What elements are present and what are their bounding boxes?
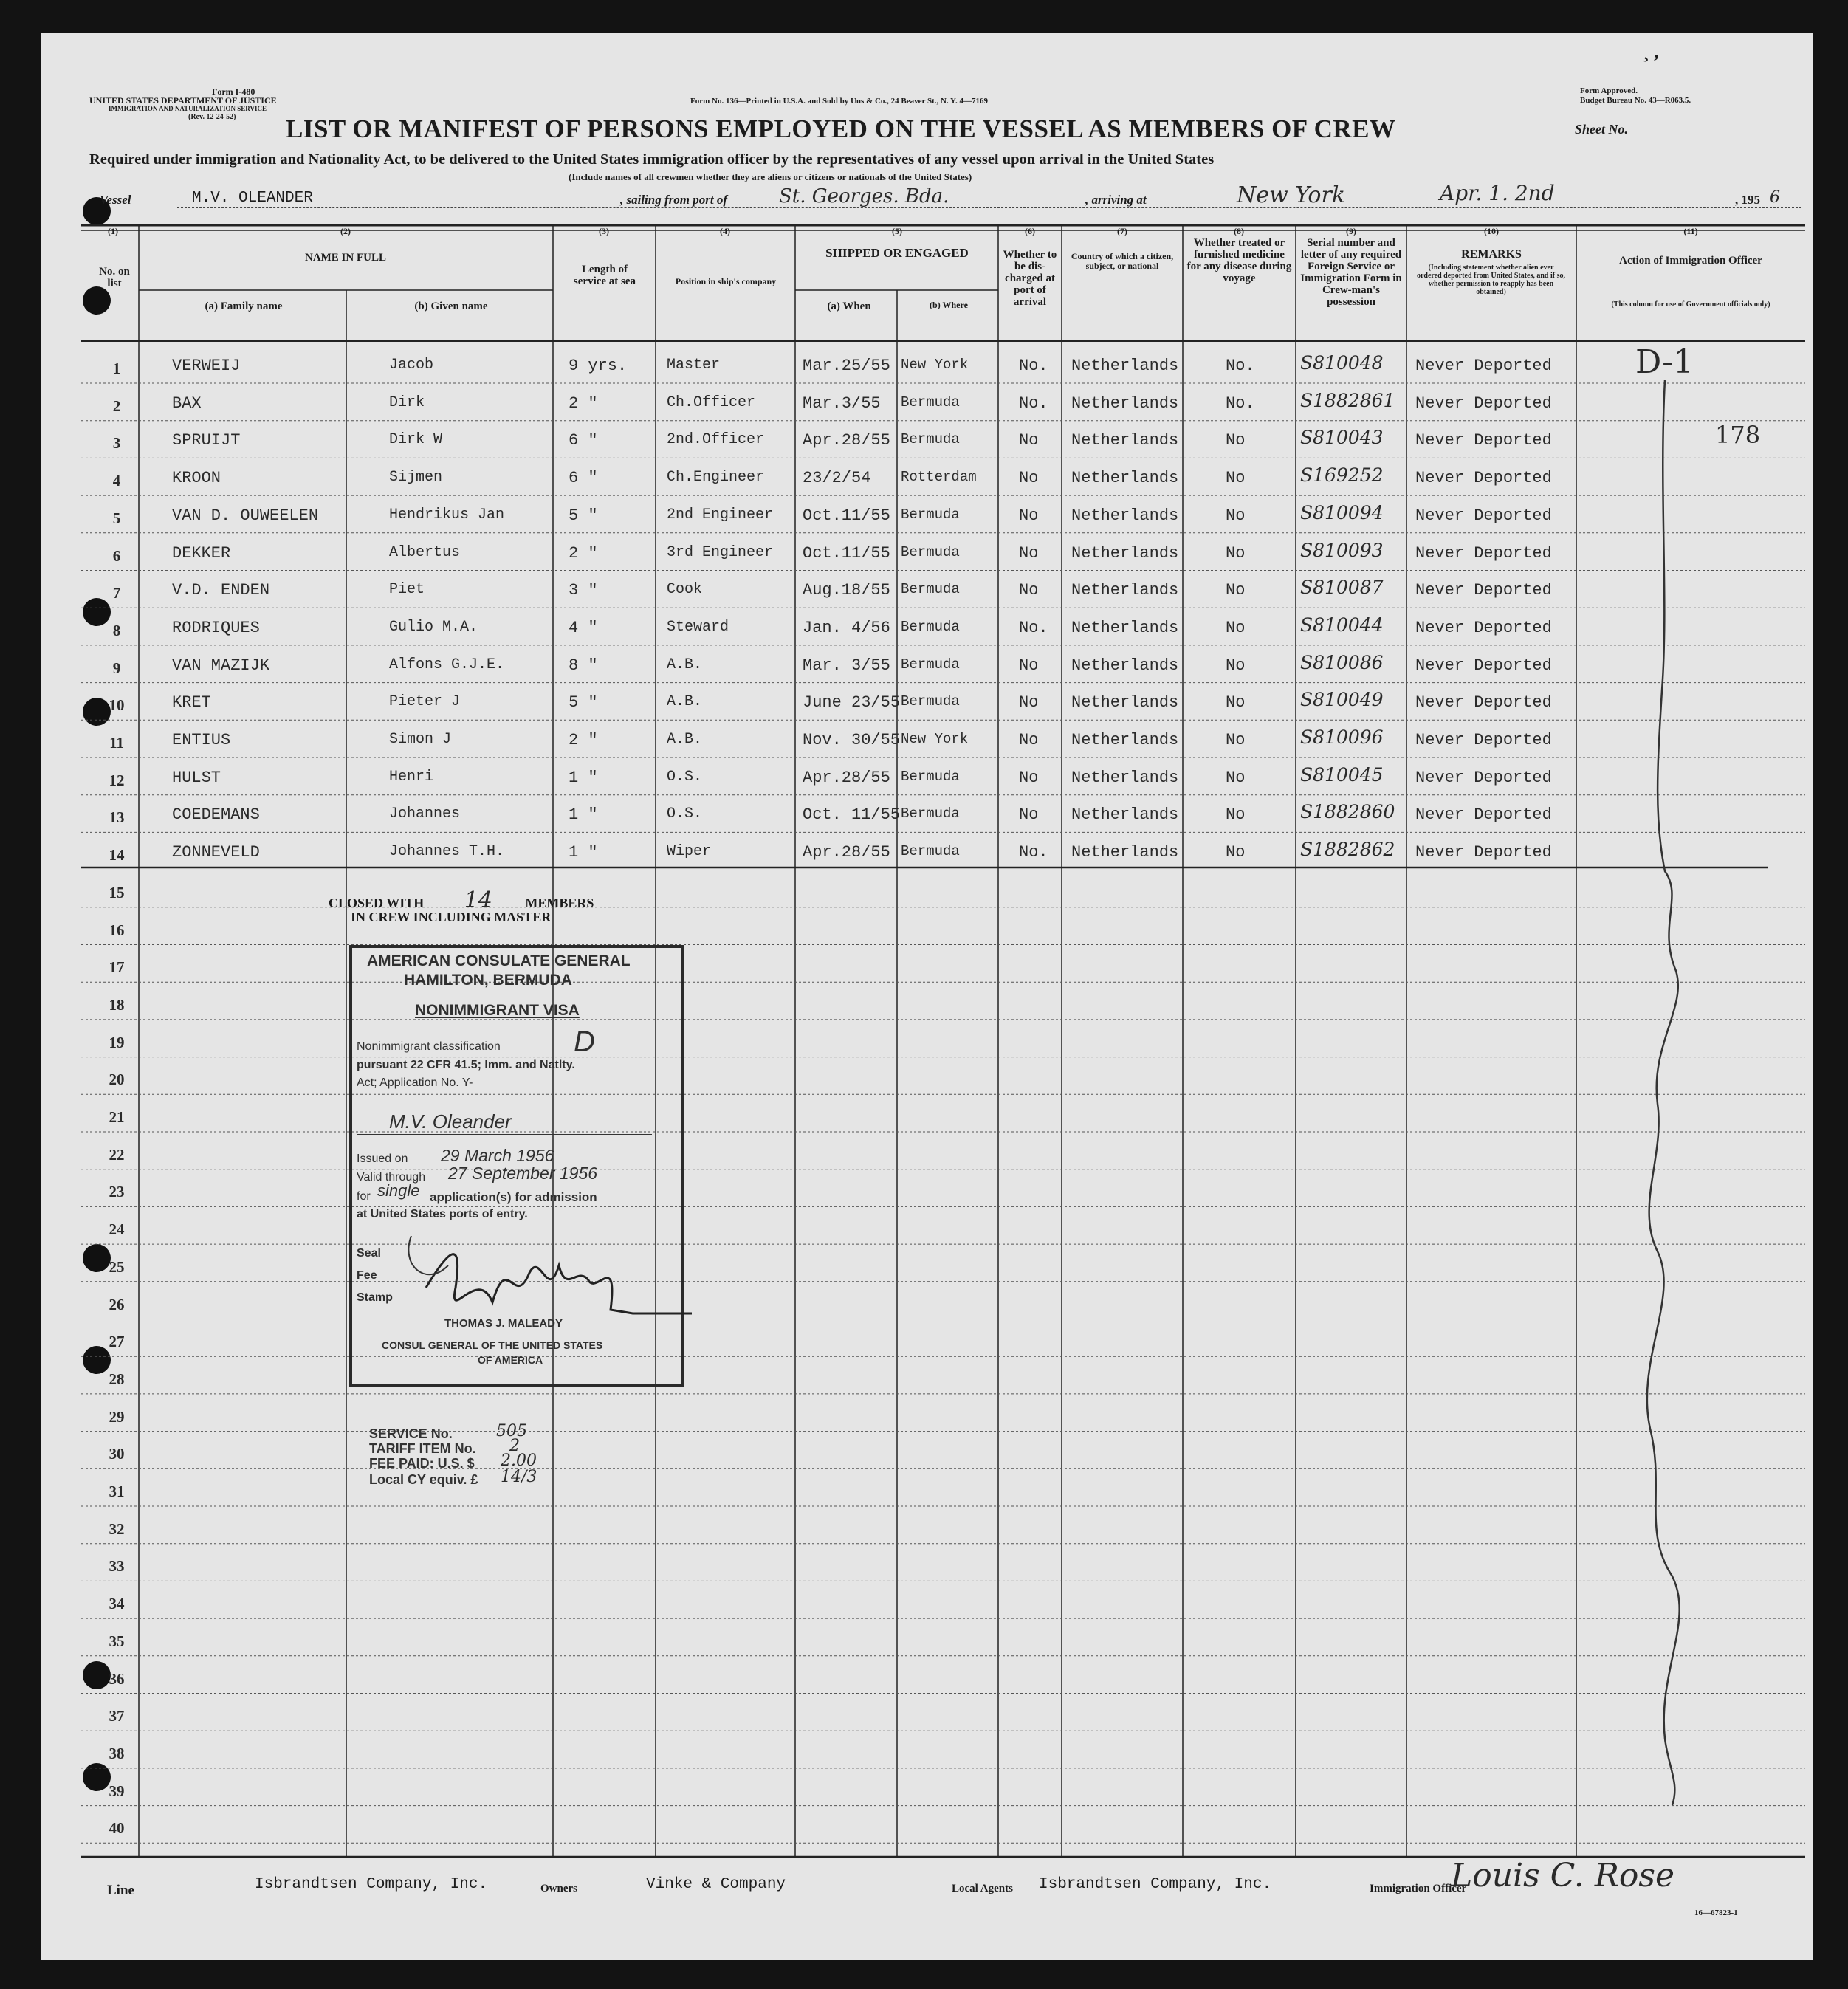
approval-line-2: Budget Bureau No. 43—R063.5. <box>1580 96 1691 105</box>
given-name-cell: Pieter J <box>389 693 461 711</box>
given-name-cell: Alfons G.J.E. <box>389 656 505 673</box>
medicine-cell: No <box>1226 618 1246 637</box>
position-cell: Master <box>667 357 721 374</box>
row-number: 22 <box>109 1145 125 1164</box>
shipped-when-cell: June 23/55 <box>803 693 901 712</box>
remarks-cell: Never Deported <box>1415 656 1552 675</box>
serial-cell: S810049 <box>1300 689 1384 711</box>
col7-num: (7) <box>1117 226 1127 236</box>
medicine-cell: No <box>1226 431 1246 450</box>
row-number: 36 <box>109 1669 125 1688</box>
closing-count: 14 <box>464 887 492 913</box>
given-name-cell: Dirk <box>389 394 425 411</box>
service-cell: 3 " <box>569 581 598 600</box>
vessel-name: M.V. OLEANDER <box>192 190 313 207</box>
given-name-cell: Hendrikus Jan <box>389 506 505 523</box>
serial-cell: S1882861 <box>1300 389 1395 411</box>
discharge-cell: No. <box>1019 618 1048 637</box>
serial-cell: S169252 <box>1300 464 1384 487</box>
officer-action-mark: D-1 <box>1635 343 1694 381</box>
shipped-where-cell: Bermuda <box>901 394 960 410</box>
remarks-cell: Never Deported <box>1415 843 1552 862</box>
stamp-vessel-hand: M.V. Oleander <box>389 1110 512 1133</box>
service-cell: 2 " <box>569 731 598 749</box>
row-number: 19 <box>109 1033 125 1051</box>
country-cell: Netherlands <box>1071 768 1179 787</box>
service-cell: 1 " <box>569 768 598 787</box>
family-name-cell: RODRIQUES <box>172 618 260 637</box>
service-cell: 5 " <box>569 693 598 712</box>
shipped-when-cell: Oct.11/55 <box>803 543 890 563</box>
discharge-cell: No <box>1019 506 1039 525</box>
form-subnote: (Include names of all crewmen whether they are aliens or citizens or nationals of the United States) <box>569 171 972 182</box>
shipped-where-cell: Rotterdam <box>901 469 977 486</box>
service-value: 505 <box>496 1422 527 1440</box>
row-number: 5 <box>112 509 121 527</box>
row-number: 21 <box>109 1108 125 1126</box>
footer-owners-label: Owners <box>540 1883 577 1894</box>
row-number: 3 <box>112 434 121 453</box>
remarks-cell: Never Deported <box>1415 581 1552 600</box>
family-name-cell: BAX <box>172 394 202 413</box>
col5-header: SHIPPED OR ENGAGED <box>825 246 969 260</box>
stamp-valid-label: Valid through <box>357 1171 426 1184</box>
given-name-cell: Henri <box>389 768 434 786</box>
row-number: 14 <box>109 846 125 865</box>
country-cell: Netherlands <box>1071 805 1179 825</box>
given-name-cell: Piet <box>389 581 425 599</box>
row-number: 28 <box>109 1370 125 1388</box>
col10-header: REMARKS <box>1461 248 1522 261</box>
position-cell: O.S. <box>667 805 703 823</box>
medicine-cell: No <box>1226 805 1246 825</box>
family-name-cell: KRET <box>172 693 211 712</box>
given-name-cell: Johannes <box>389 805 461 823</box>
position-cell: 3rd Engineer <box>667 543 774 561</box>
sheet-label: Sheet No. <box>1575 122 1628 137</box>
stamp-issued-label: Issued on <box>357 1152 408 1165</box>
medicine-cell: No <box>1226 506 1246 525</box>
footer-officer-signature: Louis C. Rose <box>1451 1857 1674 1894</box>
serial-cell: S810045 <box>1300 763 1384 786</box>
row-number: 7 <box>112 584 121 602</box>
medicine-cell: No <box>1226 731 1246 749</box>
footer-agents-value: Isbrandtsen Company, Inc. <box>1039 1876 1272 1893</box>
shipped-when-cell: Apr.28/55 <box>803 431 890 450</box>
row-number: 10 <box>109 696 125 715</box>
footer-officer-label: Immigration Officer <box>1370 1883 1467 1894</box>
country-cell: Netherlands <box>1071 469 1179 488</box>
service-cell: 9 yrs. <box>569 357 628 375</box>
col5a-header: (a) When <box>827 300 871 312</box>
medicine-cell: No <box>1226 656 1246 675</box>
medicine-cell: No. <box>1226 394 1255 413</box>
shipped-where-cell: Bermuda <box>901 581 960 598</box>
shipped-when-cell: 23/2/54 <box>803 469 871 488</box>
shipped-when-cell: Nov. 30/55 <box>803 731 901 749</box>
row-number: 17 <box>109 958 125 977</box>
serial-cell: S1882862 <box>1300 839 1395 861</box>
col3-header: Length of service at sea <box>573 264 636 287</box>
revision-date: (Rev. 12-24-52) <box>188 113 236 121</box>
row-number: 31 <box>109 1483 125 1500</box>
col6-header: Whether to be dis-charged at port of arrival <box>1003 249 1057 308</box>
row-number: 15 <box>109 883 125 901</box>
stamp-application: application(s) for admission <box>430 1190 597 1204</box>
discharge-cell: No <box>1019 581 1039 600</box>
country-cell: Netherlands <box>1071 357 1179 375</box>
family-name-cell: VAN D. OUWEELEN <box>172 506 319 525</box>
row-number: 26 <box>109 1295 125 1313</box>
row-number: 34 <box>109 1595 125 1613</box>
row-number: 29 <box>109 1407 125 1426</box>
family-name-cell: VERWEIJ <box>172 357 241 375</box>
discharge-cell: No. <box>1019 357 1048 375</box>
form-subtitle: Required under immigration and Nationality Act, to be delivered to the United States immigration officer by the representatives of any vessel upon arrival in the United States <box>89 151 1215 168</box>
discharge-cell: No <box>1019 431 1039 450</box>
family-name-cell: HULST <box>172 768 221 787</box>
shipped-where-cell: Bermuda <box>901 656 960 673</box>
arrival-date: Apr. 1. 2nd <box>1440 181 1555 205</box>
col11-subheader: (This column for use of Government officials only) <box>1611 300 1770 309</box>
position-cell: A.B. <box>667 693 703 711</box>
row-number: 39 <box>109 1782 125 1800</box>
stamp-ports: at United States ports of entry. <box>357 1208 528 1220</box>
closing-line-2: IN CREW INCLUDING MASTER <box>351 910 552 924</box>
medicine-cell: No <box>1226 581 1246 600</box>
col1-header: No. on list <box>99 266 130 289</box>
medicine-cell: No <box>1226 469 1246 488</box>
row-number: 2 <box>112 396 121 415</box>
top-right-mark: ¸ , <box>1643 41 1659 62</box>
medicine-cell: No <box>1226 693 1246 712</box>
stamp-officer-title-2: OF AMERICA <box>478 1354 543 1366</box>
country-cell: Netherlands <box>1071 506 1179 525</box>
col11-header: Action of Immigration Officer <box>1619 255 1762 267</box>
service-fee-box <box>369 1422 679 1500</box>
footer-line-label: Line <box>107 1883 134 1898</box>
discharge-cell: No <box>1019 768 1039 787</box>
country-cell: Netherlands <box>1071 431 1179 450</box>
col5-num: (5) <box>892 226 902 236</box>
row-number: 11 <box>109 734 124 752</box>
shipped-when-cell: Aug.18/55 <box>803 581 890 600</box>
stamp-officer-name: THOMAS J. MALEADY <box>444 1317 563 1330</box>
row-number: 25 <box>109 1257 125 1276</box>
footer-owners-value: Vinke & Company <box>646 1876 786 1893</box>
family-name-cell: COEDEMANS <box>172 805 260 825</box>
row-number: 37 <box>109 1707 125 1725</box>
discharge-cell: No <box>1019 656 1039 675</box>
shipped-when-cell: Apr.28/55 <box>803 768 890 787</box>
fee-value: 2.00 <box>501 1452 537 1470</box>
col1-num: (1) <box>108 226 118 236</box>
country-cell: Netherlands <box>1071 693 1179 712</box>
vessel-label: Vessel <box>100 193 131 207</box>
stamp-city: HAMILTON, BERMUDA <box>404 972 572 989</box>
given-name-cell: Sijmen <box>389 469 443 487</box>
shipped-where-cell: New York <box>901 357 969 373</box>
serial-cell: S810087 <box>1300 577 1384 599</box>
printer-note: Form No. 136—Printed in U.S.A. and Sold by Uns & Co., 24 Beaver St., N. Y. 4—7169 <box>690 97 988 106</box>
shipped-where-cell: Bermuda <box>901 843 960 860</box>
shipped-when-cell: Mar.25/55 <box>803 357 890 375</box>
row-number: 13 <box>109 808 125 827</box>
remarks-cell: Never Deported <box>1415 543 1552 563</box>
position-cell: 2nd Engineer <box>667 506 774 523</box>
remarks-cell: Never Deported <box>1415 768 1552 787</box>
position-cell: Wiper <box>667 843 712 861</box>
row-number: 6 <box>112 546 121 565</box>
col11-num: (11) <box>1683 226 1698 236</box>
remarks-cell: Never Deported <box>1415 693 1552 712</box>
row-number: 30 <box>109 1445 125 1463</box>
closing-text-b: MEMBERS <box>525 896 594 910</box>
service-cell: 1 " <box>569 805 598 825</box>
country-cell: Netherlands <box>1071 843 1179 862</box>
discharge-cell: No <box>1019 731 1039 749</box>
col7-header: Country of which a citizen, subject, or national <box>1071 251 1174 271</box>
given-name-cell: Gulio M.A. <box>389 618 478 636</box>
country-cell: Netherlands <box>1071 581 1179 600</box>
row-number: 4 <box>112 472 121 490</box>
medicine-cell: No <box>1226 543 1246 563</box>
row-number: 8 <box>112 621 121 639</box>
family-name-cell: DEKKER <box>172 543 231 563</box>
col9-num: (9) <box>1346 226 1356 236</box>
country-cell: Netherlands <box>1071 731 1179 749</box>
shipped-where-cell: Bermuda <box>901 506 960 523</box>
service-cell: 1 " <box>569 843 598 862</box>
sailing-label: , sailing from port of <box>620 193 727 207</box>
row-number: 24 <box>109 1220 125 1239</box>
stamp-rule <box>357 1134 652 1135</box>
medicine-cell: No. <box>1226 357 1255 375</box>
shipped-when-cell: Oct.11/55 <box>803 506 890 525</box>
family-name-cell: V.D. ENDEN <box>172 581 270 600</box>
row-number: 40 <box>109 1819 125 1838</box>
row-number: 20 <box>109 1071 125 1089</box>
given-name-cell: Jacob <box>389 357 434 374</box>
stamp-class-value: D <box>574 1026 595 1058</box>
service-cell: 4 " <box>569 618 598 637</box>
given-name-cell: Dirk W <box>389 431 443 449</box>
position-cell: 2nd.Officer <box>667 431 765 449</box>
position-cell: A.B. <box>667 731 703 748</box>
stamp-pursuant: pursuant 22 CFR 41.5; Imm. and Natlty. <box>357 1059 575 1071</box>
col9-header: Serial number and letter of any required Foreign Service or Immigration Form in Crew-man's possession <box>1300 237 1402 308</box>
stamp-consulate: AMERICAN CONSULATE GENERAL <box>367 952 631 969</box>
remarks-cell: Never Deported <box>1415 506 1552 525</box>
manifest-sheet <box>41 33 1813 1960</box>
agency-line-2: IMMIGRATION AND NATURALIZATION SERVICE <box>109 105 267 112</box>
agency-line-1: UNITED STATES DEPARTMENT OF JUSTICE <box>89 95 277 106</box>
family-name-cell: ENTIUS <box>172 731 231 749</box>
col4-num: (4) <box>720 226 730 236</box>
family-name-cell: ZONNEVELD <box>172 843 260 862</box>
approval-line-1: Form Approved. <box>1580 86 1638 95</box>
footer-agents-label: Local Agents <box>952 1883 1013 1894</box>
arriving-port: New York <box>1237 182 1345 208</box>
arriving-label: , arriving at <box>1085 193 1147 207</box>
row-number: 18 <box>109 995 125 1014</box>
discharge-cell: No. <box>1019 394 1048 413</box>
col6-num: (6) <box>1025 226 1035 236</box>
manifest-grid <box>41 33 1813 1960</box>
row-number: 9 <box>112 659 121 677</box>
position-cell: Ch.Officer <box>667 394 756 411</box>
stamp-issued-value: 29 March 1956 <box>441 1146 554 1165</box>
remarks-cell: Never Deported <box>1415 618 1552 637</box>
col8-num: (8) <box>1234 226 1244 236</box>
fee-label: FEE PAID: U.S. $ <box>369 1456 475 1471</box>
row-number: 23 <box>109 1183 125 1201</box>
country-cell: Netherlands <box>1071 656 1179 675</box>
row-number: 35 <box>109 1632 125 1650</box>
shipped-where-cell: Bermuda <box>901 618 960 635</box>
remarks-cell: Never Deported <box>1415 805 1552 825</box>
stamp-for-value: single <box>377 1181 420 1200</box>
footer-line-value: Isbrandtsen Company, Inc. <box>255 1876 488 1893</box>
row-number: 1 <box>112 360 121 377</box>
local-label: Local CY equiv. £ <box>369 1472 478 1487</box>
serial-cell: S810093 <box>1300 539 1384 561</box>
col2-header: NAME IN FULL <box>304 252 386 264</box>
shipped-where-cell: Bermuda <box>901 431 960 448</box>
footer-code: 16—67823-1 <box>1694 1909 1738 1917</box>
shipped-when-cell: Mar. 3/55 <box>803 656 890 675</box>
sailing-port: St. Georges. Bda. <box>779 185 949 207</box>
row-number: 38 <box>109 1744 125 1762</box>
stamp-valid-value: 27 September 1956 <box>448 1164 598 1183</box>
col10-num: (10) <box>1484 226 1499 236</box>
row-number: 27 <box>109 1333 125 1351</box>
serial-cell: S810043 <box>1300 427 1384 449</box>
tariff-value: 2 <box>509 1437 520 1455</box>
stamp-officer-title: CONSUL GENERAL OF THE UNITED STATES <box>382 1339 603 1351</box>
discharge-cell: No. <box>1019 843 1048 862</box>
year-digit: 6 <box>1770 188 1780 207</box>
discharge-cell: No <box>1019 469 1039 488</box>
service-cell: 2 " <box>569 394 598 413</box>
family-name-cell: KROON <box>172 469 221 488</box>
col2b-header: (b) Given name <box>414 300 488 312</box>
country-cell: Netherlands <box>1071 543 1179 563</box>
discharge-cell: No <box>1019 805 1039 825</box>
serial-cell: S1882860 <box>1300 801 1395 823</box>
shipped-when-cell: Jan. 4/56 <box>803 618 890 637</box>
row-number: 33 <box>109 1557 125 1576</box>
service-cell: 6 " <box>569 431 598 450</box>
shipped-when-cell: Oct. 11/55 <box>803 805 901 825</box>
stamp-stamp-word: Stamp <box>357 1291 393 1304</box>
consulate-visa-stamp <box>349 945 684 1387</box>
remarks-cell: Never Deported <box>1415 431 1552 450</box>
service-cell: 2 " <box>569 543 598 563</box>
service-cell: 5 " <box>569 506 598 525</box>
col3-num: (3) <box>599 226 609 236</box>
shipped-where-cell: Bermuda <box>901 768 960 785</box>
position-cell: A.B. <box>667 656 703 673</box>
position-cell: Steward <box>667 618 729 636</box>
row-number: 12 <box>109 771 125 789</box>
serial-cell: S810094 <box>1300 501 1384 523</box>
col10-subheader: (Including statement whether alien ever ordered deported from United States, and if so, whether permission to reapply has been obtained) <box>1416 264 1565 296</box>
country-cell: Netherlands <box>1071 618 1179 637</box>
shipped-where-cell: Bermuda <box>901 805 960 822</box>
officer-wavy-line <box>1613 380 1731 1857</box>
row-number: 32 <box>109 1519 125 1538</box>
shipped-when-cell: Apr.28/55 <box>803 843 890 862</box>
family-name-cell: SPRUIJT <box>172 431 241 450</box>
col2-num: (2) <box>340 226 351 236</box>
remarks-cell: Never Deported <box>1415 469 1552 488</box>
stamp-class-label: Nonimmigrant classification <box>357 1040 501 1053</box>
given-name-cell: Albertus <box>389 543 461 561</box>
col8-header: Whether treated or furnished medicine for any disease during voyage <box>1186 237 1292 284</box>
closing-text-a: CLOSED WITH <box>329 896 425 910</box>
shipped-where-cell: Bermuda <box>901 693 960 710</box>
remarks-cell: Never Deported <box>1415 394 1552 413</box>
service-label: SERVICE No. <box>369 1426 453 1441</box>
serial-cell: S810086 <box>1300 651 1384 673</box>
position-cell: Cook <box>667 581 703 599</box>
col2a-header: (a) Family name <box>205 300 283 312</box>
medicine-cell: No <box>1226 768 1246 787</box>
form-title: LIST OR MANIFEST OF PERSONS EMPLOYED ON THE VESSEL AS MEMBERS OF CREW <box>286 114 1396 143</box>
position-cell: Ch.Engineer <box>667 469 765 487</box>
service-cell: 6 " <box>569 469 598 488</box>
medicine-cell: No <box>1226 843 1246 862</box>
officer-number-mark: 178 <box>1715 421 1761 449</box>
given-name-cell: Johannes T.H. <box>389 843 505 861</box>
local-value: 14/3 <box>501 1468 537 1486</box>
discharge-cell: No <box>1019 543 1039 563</box>
country-cell: Netherlands <box>1071 394 1179 413</box>
family-name-cell: VAN MAZIJK <box>172 656 270 675</box>
shipped-where-cell: New York <box>901 731 969 747</box>
remarks-cell: Never Deported <box>1415 731 1552 749</box>
tariff-label: TARIFF ITEM No. <box>369 1441 476 1456</box>
position-cell: O.S. <box>667 768 703 786</box>
given-name-cell: Simon J <box>389 731 452 748</box>
discharge-cell: No <box>1019 693 1039 712</box>
row-number: 16 <box>109 921 125 939</box>
serial-cell: S810096 <box>1300 726 1384 748</box>
col4-header: Position in ship's company <box>675 276 777 286</box>
shipped-when-cell: Mar.3/55 <box>803 394 881 413</box>
serial-cell: S810048 <box>1300 352 1384 374</box>
form-number: Form I-480 <box>212 86 255 97</box>
stamp-act: Act; Application No. Y- <box>357 1076 473 1089</box>
stamp-seal: Seal <box>357 1247 381 1260</box>
year-prefix: , 195 <box>1735 193 1760 207</box>
service-cell: 8 " <box>569 656 598 675</box>
stamp-visa-type: NONIMMIGRANT VISA <box>415 1002 580 1019</box>
serial-cell: S810044 <box>1300 614 1384 636</box>
shipped-where-cell: Bermuda <box>901 543 960 560</box>
remarks-cell: Never Deported <box>1415 357 1552 375</box>
stamp-fee: Fee <box>357 1269 377 1282</box>
col5b-header: (b) Where <box>930 300 968 310</box>
stamp-for-label: for <box>357 1190 371 1203</box>
